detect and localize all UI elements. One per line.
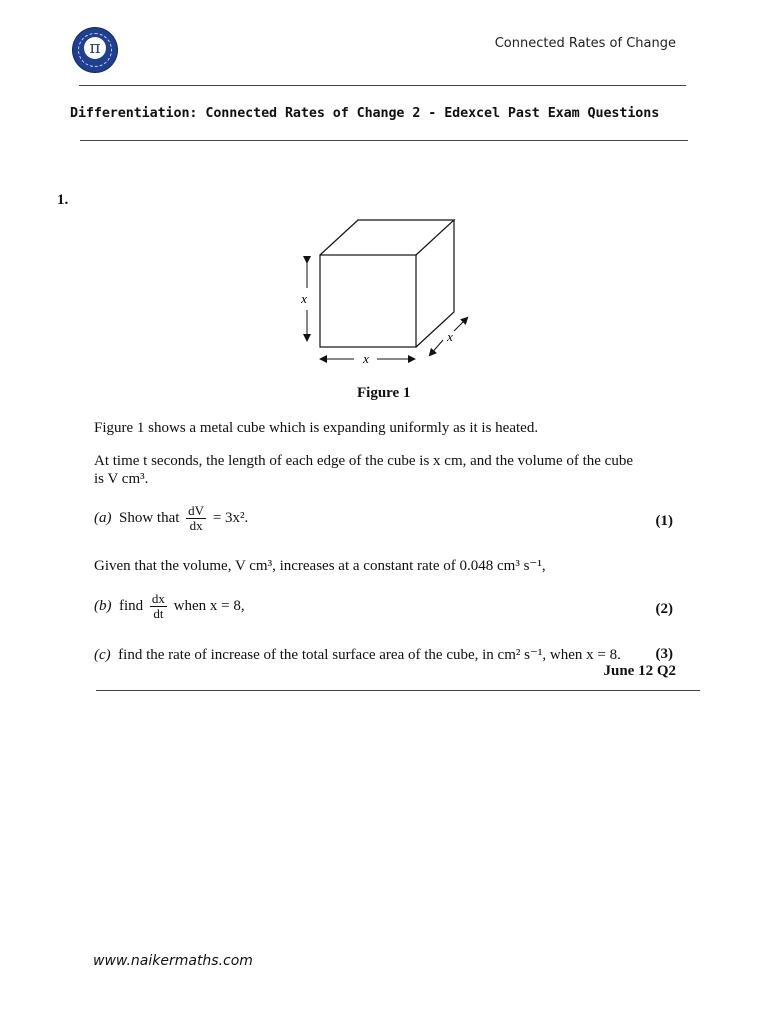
fraction-denominator: dt [153,606,164,621]
given-text: Given that the volume, V cm³, increases at a constant rate of 0.048 cm³ s⁻¹, [94,558,546,574]
fraction-numerator: dV [188,503,205,518]
height-label: x [301,291,307,306]
pi-icon: π [84,37,106,59]
part-a-text-before: Show that [119,509,180,526]
context-line-1: At time t seconds, the length of each edge of the cube is x cm, and the volume of the cube [94,453,633,469]
width-label: x [363,351,369,366]
question-number: 1. [57,192,69,208]
part-c-text: find the rate of increase of the total surface area of the cube, in cm² s⁻¹, when x = 8. [118,647,621,663]
part-a [94,504,248,533]
depth-label: x [447,329,453,344]
fraction-numerator: dx [151,591,165,606]
header-divider [79,85,686,86]
part-b-text-after: when x = 8, [173,597,245,614]
question-end-divider [96,690,700,691]
part-a-marks: (1) [655,513,673,529]
part-c [94,646,621,664]
naikermaths-logo [73,28,117,72]
document-title: Differentiation: Connected Rates of Change 2 - Edexcel Past Exam Questions [70,106,660,121]
part-c-label: (c) [94,647,111,663]
part-a-label: (a) [94,509,112,526]
header-title: Connected Rates of Change [494,36,676,51]
figure-caption: Figure 1 [357,385,411,401]
cube-figure [290,210,480,380]
part-b-marks: (2) [655,601,673,617]
part-c-marks: (3) [655,646,673,662]
footer-website: www.naikermaths.com [93,953,253,969]
title-divider [80,140,688,141]
fraction-denominator: dx [189,518,203,533]
part-a-text-after: = 3x². [212,509,249,526]
exam-source: June 12 Q2 [603,663,676,679]
context-line-2: is V cm³. [94,471,149,487]
part-b [94,592,245,621]
intro-text: Figure 1 shows a metal cube which is expanding uniformly as it is heated. [94,420,539,436]
cube-outline [320,220,454,347]
dx-dt-fraction [150,592,167,621]
part-b-label: (b) [94,597,112,614]
dv-dx-fraction [186,504,206,533]
part-b-text-before: find [119,597,144,614]
